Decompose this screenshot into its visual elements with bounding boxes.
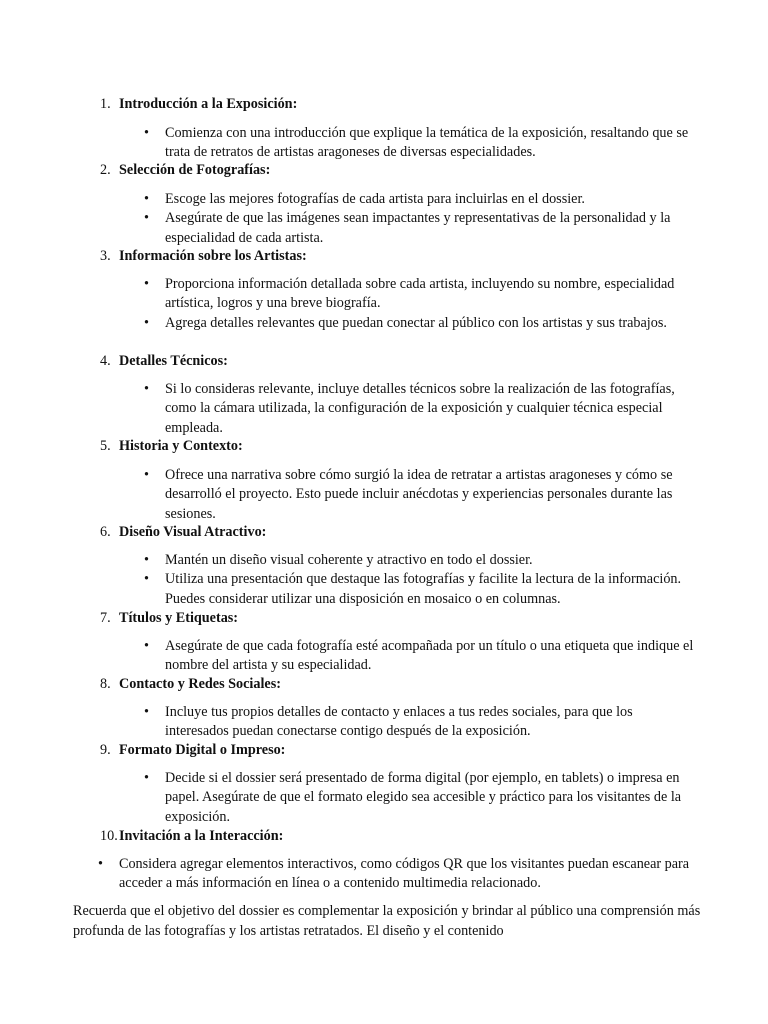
bullet-list [98, 855, 698, 894]
section-number: 7. [100, 610, 111, 626]
bullet-item: • Agrega detalles relevantes que puedan conectar al público con los artistas y sus trabajos. [144, 314, 699, 333]
section-heading [100, 827, 283, 846]
section-heading [100, 437, 243, 456]
section-title: Historia y Contexto: [119, 438, 243, 454]
bullet-item: • Si lo consideras relevante, incluye detalles técnicos sobre la realización de las fotografías, como la cámara utilizada, la configuración de la exposición y cualquier técnica especial empleada. [144, 380, 699, 438]
section-number: 8. [100, 676, 111, 692]
bullet-list [144, 637, 699, 676]
closing-paragraph: Recuerda que el objetivo del dossier es complementar la exposición y brindar al público una comprensión más profunda de las fotografías y los artistas retratados. El diseño y el contenido [73, 903, 701, 939]
section-heading [100, 741, 285, 760]
bullet-list [144, 466, 699, 524]
bullet-list [144, 380, 699, 438]
section-title: Invitación a la Interacción: [119, 828, 284, 844]
section-heading [100, 675, 281, 694]
bullet-item: • Comienza con una introducción que explique la temática de la exposición, resaltando que se trata de retratos de artistas aragoneses de diversas especialidades. [144, 124, 699, 163]
bullet-list [144, 190, 699, 248]
section-title: Títulos y Etiquetas: [119, 610, 239, 626]
bullet-item: • Decide si el dossier será presentado de forma digital (por ejemplo, en tablets) o impresa en papel. Asegúrate de que el formato elegido sea accesible y práctico para los visitantes de la exposición. [144, 769, 699, 827]
section-number: 2. [100, 162, 111, 178]
section-number: 9. [100, 742, 111, 758]
section-number: 5. [100, 438, 111, 454]
bullet-item: • Mantén un diseño visual coherente y atractivo en todo el dossier. [144, 551, 699, 570]
bullet-list [144, 551, 699, 609]
section-heading [100, 523, 266, 542]
section-number: 3. [100, 248, 111, 264]
section-title: Introducción a la Exposición: [119, 96, 298, 112]
bullet-item: • Escoge las mejores fotografías de cada artista para incluirlas en el dossier. [144, 190, 699, 209]
section-number: 4. [100, 353, 111, 369]
bullet-item: • Considera agregar elementos interactivos, como códigos QR que los visitantes puedan escanear para acceder a más información en línea o a contenido multimedia relacionado. [98, 855, 698, 894]
section-title: Diseño Visual Atractivo: [119, 524, 267, 540]
bullet-item: • Utiliza una presentación que destaque las fotografías y facilite la lectura de la información. Puedes considerar utilizar una disposición en mosaico o en columnas. [144, 570, 699, 609]
bullet-list [144, 769, 699, 827]
section-title: Información sobre los Artistas: [119, 248, 307, 264]
bullet-item: • Proporciona información detallada sobre cada artista, incluyendo su nombre, especialidad artística, logros y una breve biografía. [144, 275, 699, 314]
bullet-item: • Asegúrate de que las imágenes sean impactantes y representativas de la personalidad y la especialidad de cada artista. [144, 209, 699, 248]
section-heading [100, 95, 297, 114]
bullet-list [144, 124, 699, 163]
bullet-list [144, 703, 699, 742]
section-number: 10. [100, 828, 118, 844]
bullet-item: • Ofrece una narrativa sobre cómo surgió la idea de retratar a artistas aragoneses y cómo se desarrolló el proyecto. Esto puede incluir anécdotas y experiencias personales durante las sesiones. [144, 466, 699, 524]
section-heading [100, 161, 270, 180]
bullet-item: • Asegúrate de que cada fotografía esté acompañada por un título o una etiqueta que indique el nombre del artista y su especialidad. [144, 637, 699, 676]
section-heading [100, 609, 238, 628]
section-heading [100, 352, 228, 371]
section-title: Detalles Técnicos: [119, 353, 228, 369]
bullet-list [144, 275, 699, 333]
section-heading [100, 247, 307, 266]
section-number: 6. [100, 524, 111, 540]
section-title: Formato Digital o Impreso: [119, 742, 286, 758]
section-title: Selección de Fotografías: [119, 162, 271, 178]
section-title: Contacto y Redes Sociales: [119, 676, 281, 692]
section-number: 1. [100, 96, 111, 112]
bullet-item: • Incluye tus propios detalles de contacto y enlaces a tus redes sociales, para que los interesados puedan conectarse contigo después de la exposición. [144, 703, 699, 742]
